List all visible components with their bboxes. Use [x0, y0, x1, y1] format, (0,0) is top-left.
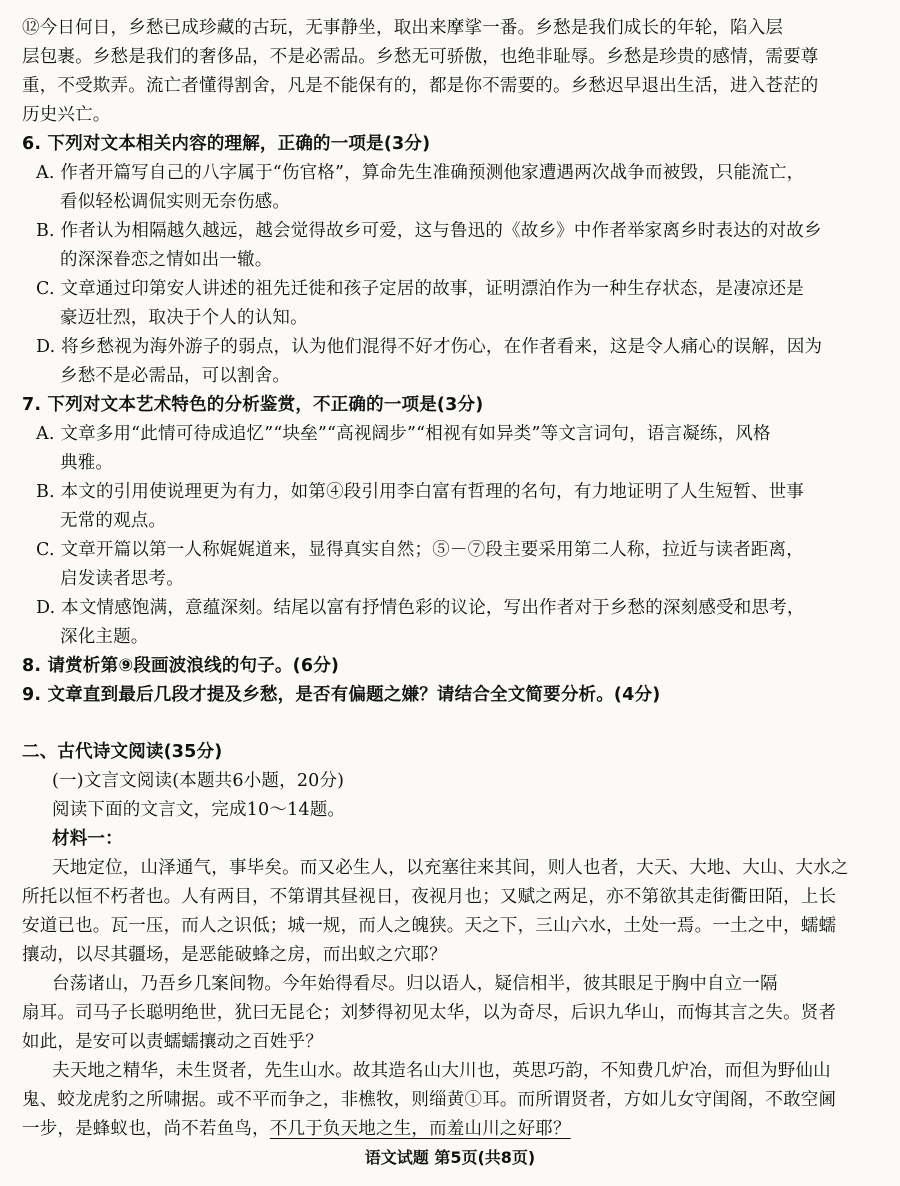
material-label: 材料一： — [52, 829, 123, 849]
classical-line: 扇耳。司马子长聪明绝世，犹曰无昆仑；刘梦得初见太华，以为奇尽，后识九华山，而悔其言之失。贤者 — [22, 1003, 837, 1023]
page-footer: 语文试题 第5页(共8页) — [364, 1148, 536, 1167]
option-b: B. 作者认为相隔越久越远，越会觉得故乡可爱，这与鲁迅的《故乡》中作者举家离乡时表达的对故乡 — [36, 221, 822, 241]
option-d-cont: 深化主题。 — [60, 627, 149, 647]
option-a-cont: 看似轻松调侃实则无奈伤感。 — [60, 192, 291, 212]
option-a: A. 作者开篇写自己的八字属于“伤官格”，算命先生准确预测他家遭遇两次战争而被毁，只能流亡， — [36, 163, 805, 183]
text-line: ⑫今日何日，乡愁已成珍藏的古玩，无事静坐，取出来摩挲一番。乡愁是我们成长的年轮，陷入层 — [22, 18, 784, 38]
option-b: B. 本文的引用使说理更为有力，如第④段引用李白富有哲理的名句，有力地证明了人生短暂、世事 — [36, 482, 804, 502]
question-stem: 6. 下列对文本相关内容的理解，正确的一项是(3分) — [22, 134, 431, 154]
classical-line-last — [22, 1115, 878, 1144]
option-b-cont: 无常的观点。 — [60, 511, 167, 531]
question-9: 9. 文章直到最后几段才提及乡愁，是否有偏题之嫌？请结合全文简要分析。(4分) — [22, 685, 661, 705]
question-6 — [22, 130, 878, 391]
classical-line: 夫天地之精华，未生贤者，先生山水。故其造名山大川也，英思巧韵，不知费几炉冶，而但为野仙山 — [52, 1061, 831, 1081]
option-c: C. 文章通过印第安人讲述的祖先迁徙和孩子定居的故事，证明漂泊作为一种生存状态，是凄凉还是 — [36, 279, 804, 299]
subsection-title: (一)文言文阅读(本题共6小题，20分) — [52, 771, 345, 791]
text-line: 历史兴亡。 — [22, 105, 111, 125]
classical-line: 所托以恒不朽者也。人有两目，不第谓其昼视日，夜视月也；又赋之两足，亦不第欲其走街衢田陌，上长 — [22, 887, 837, 907]
classical-line: 安道已也。瓦一压，而人之识低；城一规，而人之魄狭。天之下，三山六水，土处一焉。一土之中，蠕蠕 — [22, 916, 837, 936]
option-d: D. 将乡愁视为海外游子的弱点，认为他们混得不好才伤心，在作者看来，这是令人痛心的误解，因为 — [36, 337, 823, 357]
option-c-cont: 启发读者思考。 — [60, 569, 184, 589]
classical-line: 鬼、蛟龙虎豹之所啸据。或不平而争之，非樵牧，则缁黄①耳。而所谓贤者，方如儿女守闺阁，不敢空阃 — [22, 1090, 837, 1110]
classical-line: 台荡诸山，乃吾乡几案间物。今年始得看尽。归以语人，疑信相半，彼其眼足于胸中自立一隔 — [52, 974, 778, 994]
section-gap — [22, 710, 878, 738]
underlined-sentence: 不几于负天地之生，而羞山川之好耶？ — [269, 1119, 571, 1139]
plain-text: 一步，是蜂蚁也，尚不若鱼鸟， — [22, 1119, 270, 1139]
text-line: 重，不受欺弄。流亡者懂得割舍，凡是不能保有的，都是你不需要的。乡愁迟早退出生活，进入苍茫的 — [22, 76, 819, 96]
classical-line: 天地定位，山泽通气，事毕矣。而又必生人，以充塞往来其间，则人也者，大天、大地、大山、大水之 — [52, 858, 849, 878]
passage-paragraph-12 — [22, 14, 878, 130]
option-a-cont: 典雅。 — [60, 453, 114, 473]
section-2 — [22, 738, 878, 854]
question-stem: 7. 下列对文本艺术特色的分析鉴赏，不正确的一项是(3分) — [22, 395, 484, 415]
option-b-cont: 的深深眷恋之情如出一辙。 — [60, 250, 273, 270]
question-8: 8. 请赏析第⑨段画波浪线的句子。(6分) — [22, 656, 340, 676]
text-line: 层包裹。乡愁是我们的奢侈品，不是必需品。乡愁无可骄傲，也绝非耻辱。乡愁是珍贵的感情，需要尊 — [22, 47, 819, 67]
question-7 — [22, 391, 878, 652]
option-d-cont: 乡愁不是必需品，可以割舍。 — [60, 366, 291, 386]
option-a: A. 文章多用“此情可待成追忆”“块垒”“高视阔步”“相视有如异类”等文言词句，语言凝练，风格 — [36, 424, 771, 444]
section-title: 二、古代诗文阅读(35分) — [22, 742, 223, 762]
option-c: C. 文章开篇以第一人称娓娓道来，显得真实自然；⑤－⑦段主要采用第二人称，拉近与读者距离， — [36, 540, 804, 560]
instruction-text: 阅读下面的文言文，完成10～14题。 — [52, 800, 346, 820]
classical-line: 如此，是安可以责蠕蠕攘动之百姓乎？ — [22, 1032, 323, 1052]
option-c-cont: 豪迈壮烈，取决于个人的认知。 — [60, 308, 308, 328]
classical-line: 攘动，以尽其疆场，是恶能破蜂之房，而出蚁之穴耶？ — [22, 945, 447, 965]
classical-text — [22, 854, 878, 1144]
option-d: D. 本文情感饱满，意蕴深刻。结尾以富有抒情色彩的议论，写出作者对于乡愁的深刻感受和思考， — [36, 598, 805, 618]
